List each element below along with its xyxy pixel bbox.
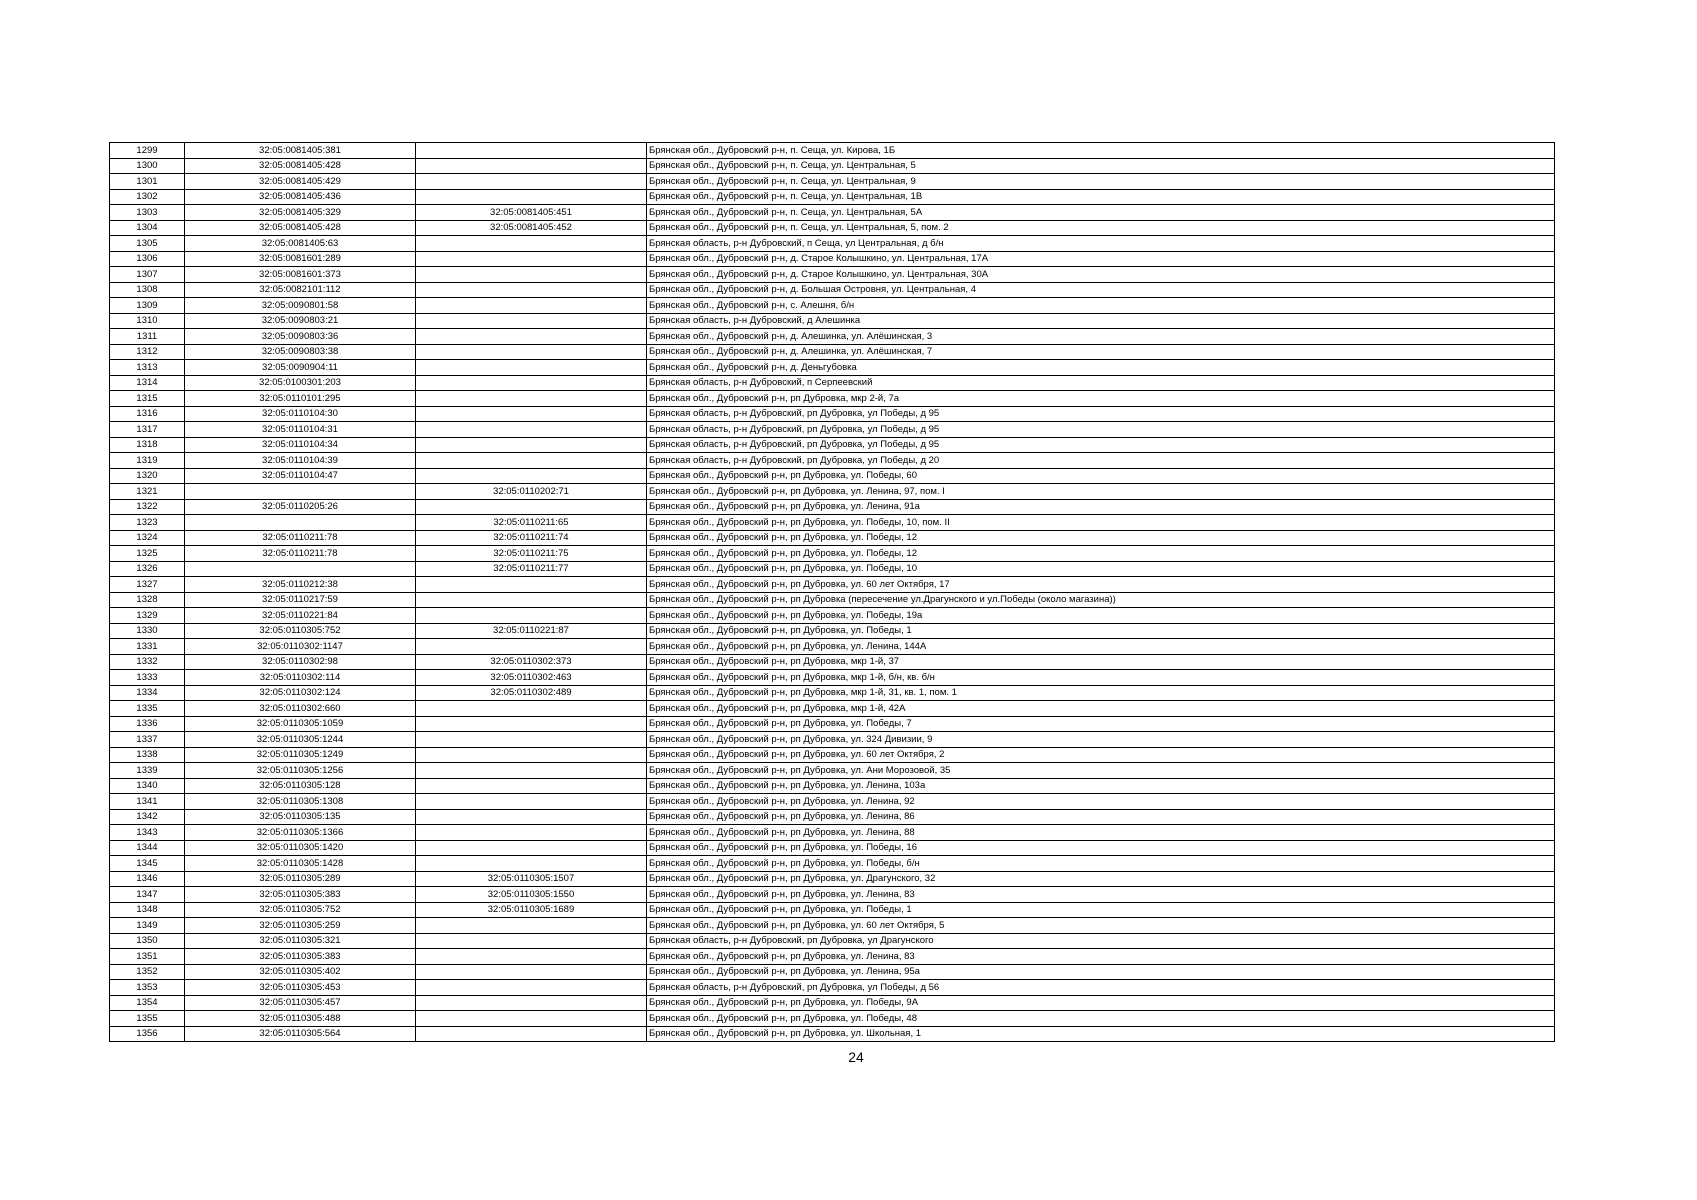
row-number-cell: 1302 [110, 189, 185, 205]
address-cell: Брянская обл., Дубровский р-н, рп Дубровка, ул. Ани Морозовой, 35 [647, 763, 1555, 779]
cadastral-number-cell: 32:05:0082101:112 [185, 282, 416, 298]
related-cadastral-number-cell [416, 406, 647, 422]
table-row [110, 809, 1555, 825]
row-number-cell: 1328 [110, 592, 185, 608]
address-cell: Брянская обл., Дубровский р-н, рп Дубровка, мкр 1-й, 42А [647, 701, 1555, 717]
table-row [110, 902, 1555, 918]
row-number-cell: 1338 [110, 747, 185, 763]
row-number-cell: 1336 [110, 716, 185, 732]
related-cadastral-number-cell [416, 422, 647, 438]
row-number-cell: 1320 [110, 468, 185, 484]
table-row [110, 887, 1555, 903]
cadastral-number-cell [185, 561, 416, 577]
row-number-cell: 1308 [110, 282, 185, 298]
table-row [110, 205, 1555, 221]
table-row [110, 251, 1555, 267]
cadastral-number-cell: 32:05:0110305:128 [185, 778, 416, 794]
related-cadastral-number-cell [416, 949, 647, 965]
row-number-cell: 1341 [110, 794, 185, 810]
row-number-cell: 1301 [110, 174, 185, 190]
table-row [110, 980, 1555, 996]
cadastral-number-cell: 32:05:0110212:38 [185, 577, 416, 593]
cadastral-number-cell: 32:05:0110305:1366 [185, 825, 416, 841]
related-cadastral-number-cell [416, 933, 647, 949]
table-row [110, 375, 1555, 391]
page-number: 24 [848, 1049, 864, 1065]
cadastral-number-cell: 32:05:0110302:660 [185, 701, 416, 717]
related-cadastral-number-cell [416, 701, 647, 717]
cadastral-number-cell: 32:05:0081405:428 [185, 158, 416, 174]
cadastral-number-cell: 32:05:0110305:259 [185, 918, 416, 934]
row-number-cell: 1309 [110, 298, 185, 314]
cadastral-number-cell: 32:05:0081601:373 [185, 267, 416, 283]
related-cadastral-number-cell [416, 840, 647, 856]
related-cadastral-number-cell [416, 174, 647, 190]
address-cell: Брянская область, р-н Дубровский, д Алешинка [647, 313, 1555, 329]
related-cadastral-number-cell: 32:05:0110302:463 [416, 670, 647, 686]
related-cadastral-number-cell [416, 1011, 647, 1027]
cadastral-number-cell: 32:05:0110305:1428 [185, 856, 416, 872]
table-row [110, 329, 1555, 345]
cadastral-number-cell: 32:05:0110305:383 [185, 949, 416, 965]
table-row [110, 174, 1555, 190]
cadastral-number-cell: 32:05:0110302:1147 [185, 639, 416, 655]
address-cell: Брянская обл., Дубровский р-н, рп Дубровка, ул. Ленина, 95а [647, 964, 1555, 980]
row-number-cell: 1319 [110, 453, 185, 469]
address-cell: Брянская обл., Дубровский р-н, рп Дубровка, ул. Победы, 48 [647, 1011, 1555, 1027]
address-cell: Брянская обл., Дубровский р-н, рп Дубровка, мкр 2-й, 7а [647, 391, 1555, 407]
table-row [110, 639, 1555, 655]
cadastral-number-cell: 32:05:0110302:124 [185, 685, 416, 701]
row-number-cell: 1346 [110, 871, 185, 887]
table-row [110, 391, 1555, 407]
cadastral-number-cell: 32:05:0110305:321 [185, 933, 416, 949]
table-row [110, 158, 1555, 174]
address-cell: Брянская обл., Дубровский р-н, рп Дубровка, ул. Победы, 10 [647, 561, 1555, 577]
related-cadastral-number-cell [416, 468, 647, 484]
row-number-cell: 1305 [110, 236, 185, 252]
row-number-cell: 1333 [110, 670, 185, 686]
related-cadastral-number-cell [416, 453, 647, 469]
cadastral-number-cell: 32:05:0081405:436 [185, 189, 416, 205]
table-row [110, 716, 1555, 732]
table-row [110, 298, 1555, 314]
related-cadastral-number-cell: 32:05:0110302:489 [416, 685, 647, 701]
address-cell: Брянская обл., Дубровский р-н, п. Сеща, ул. Кирова, 1Б [647, 143, 1555, 159]
row-number-cell: 1332 [110, 654, 185, 670]
row-number-cell: 1355 [110, 1011, 185, 1027]
address-cell: Брянская обл., Дубровский р-н, рп Дубровка, ул. 60 лет Октября, 17 [647, 577, 1555, 593]
related-cadastral-number-cell [416, 189, 647, 205]
cadastral-number-cell: 32:05:0081601:289 [185, 251, 416, 267]
address-cell: Брянская обл., Дубровский р-н, п. Сеща, ул. Центральная, 5 [647, 158, 1555, 174]
address-cell: Брянская обл., Дубровский р-н, рп Дубровка, ул. 60 лет Октября, 5 [647, 918, 1555, 934]
row-number-cell: 1354 [110, 995, 185, 1011]
table-row [110, 654, 1555, 670]
cadastral-number-cell: 32:05:0110217:59 [185, 592, 416, 608]
row-number-cell: 1322 [110, 499, 185, 515]
address-cell: Брянская обл., Дубровский р-н, рп Дубровка, ул. Победы, б/н [647, 856, 1555, 872]
cadastral-number-cell: 32:05:0081405:63 [185, 236, 416, 252]
cadastral-number-cell: 32:05:0110305:752 [185, 902, 416, 918]
row-number-cell: 1307 [110, 267, 185, 283]
row-number-cell: 1335 [110, 701, 185, 717]
row-number-cell: 1315 [110, 391, 185, 407]
table-row [110, 422, 1555, 438]
address-cell: Брянская область, р-н Дубровский, рп Дубровка, ул Драгунского [647, 933, 1555, 949]
related-cadastral-number-cell [416, 282, 647, 298]
related-cadastral-number-cell [416, 809, 647, 825]
cadastral-number-cell: 32:05:0090803:38 [185, 344, 416, 360]
row-number-cell: 1348 [110, 902, 185, 918]
address-cell: Брянская обл., Дубровский р-н, рп Дубровка, ул. Победы, 12 [647, 546, 1555, 562]
table-row [110, 406, 1555, 422]
table-row [110, 995, 1555, 1011]
table-row [110, 468, 1555, 484]
row-number-cell: 1321 [110, 484, 185, 500]
related-cadastral-number-cell [416, 778, 647, 794]
related-cadastral-number-cell: 32:05:0110211:74 [416, 530, 647, 546]
cadastral-number-cell: 32:05:0090803:21 [185, 313, 416, 329]
table-row [110, 267, 1555, 283]
address-cell: Брянская обл., Дубровский р-н, рп Дубровка, ул. Ленина, 83 [647, 949, 1555, 965]
table-row [110, 282, 1555, 298]
related-cadastral-number-cell [416, 825, 647, 841]
row-number-cell: 1326 [110, 561, 185, 577]
cadastral-number-cell: 32:05:0110104:47 [185, 468, 416, 484]
register-body [110, 143, 1555, 1042]
related-cadastral-number-cell: 32:05:0110302:373 [416, 654, 647, 670]
row-number-cell: 1310 [110, 313, 185, 329]
row-number-cell: 1345 [110, 856, 185, 872]
address-cell: Брянская обл., Дубровский р-н, рп Дубровка, ул. 324 Дивизии, 9 [647, 732, 1555, 748]
related-cadastral-number-cell [416, 236, 647, 252]
table-row [110, 344, 1555, 360]
related-cadastral-number-cell: 32:05:0110305:1689 [416, 902, 647, 918]
address-cell: Брянская обл., Дубровский р-н, рп Дубровка, мкр 1-й, 37 [647, 654, 1555, 670]
cadastral-number-cell: 32:05:0110305:1256 [185, 763, 416, 779]
address-cell: Брянская обл., Дубровский р-н, п. Сеща, ул. Центральная, 5А [647, 205, 1555, 221]
table-row [110, 778, 1555, 794]
table-row [110, 623, 1555, 639]
related-cadastral-number-cell: 32:05:0110202:71 [416, 484, 647, 500]
related-cadastral-number-cell [416, 794, 647, 810]
related-cadastral-number-cell [416, 747, 647, 763]
table-row [110, 499, 1555, 515]
row-number-cell: 1353 [110, 980, 185, 996]
address-cell: Брянская обл., Дубровский р-н, рп Дубровка, ул. Победы, 7 [647, 716, 1555, 732]
cadastral-number-cell: 32:05:0100301:203 [185, 375, 416, 391]
address-cell: Брянская обл., Дубровский р-н, с. Алешня, б/н [647, 298, 1555, 314]
table-row [110, 701, 1555, 717]
related-cadastral-number-cell: 32:05:0110305:1507 [416, 871, 647, 887]
related-cadastral-number-cell: 32:05:0081405:451 [416, 205, 647, 221]
related-cadastral-number-cell [416, 592, 647, 608]
row-number-cell: 1334 [110, 685, 185, 701]
cadastral-number-cell: 32:05:0110305:383 [185, 887, 416, 903]
address-cell: Брянская обл., Дубровский р-н, рп Дубровка, ул. Победы, 9А [647, 995, 1555, 1011]
related-cadastral-number-cell [416, 391, 647, 407]
address-cell: Брянская область, р-н Дубровский, рп Дубровка, ул Победы, д 56 [647, 980, 1555, 996]
table-row [110, 933, 1555, 949]
cadastral-number-cell: 32:05:0110211:78 [185, 530, 416, 546]
table-row [110, 918, 1555, 934]
address-cell: Брянская обл., Дубровский р-н, рп Дубровка, ул. Победы, 12 [647, 530, 1555, 546]
table-row [110, 1011, 1555, 1027]
row-number-cell: 1330 [110, 623, 185, 639]
address-cell: Брянская область, р-н Дубровский, рп Дубровка, ул Победы, д 95 [647, 406, 1555, 422]
row-number-cell: 1316 [110, 406, 185, 422]
address-cell: Брянская обл., Дубровский р-н, рп Дубровка, ул. Школьная, 1 [647, 1026, 1555, 1042]
cadastral-number-cell: 32:05:0090904:11 [185, 360, 416, 376]
address-cell: Брянская обл., Дубровский р-н, д. Старое Колышкино, ул. Центральная, 30А [647, 267, 1555, 283]
related-cadastral-number-cell: 32:05:0110211:75 [416, 546, 647, 562]
row-number-cell: 1352 [110, 964, 185, 980]
row-number-cell: 1343 [110, 825, 185, 841]
related-cadastral-number-cell [416, 995, 647, 1011]
related-cadastral-number-cell [416, 251, 647, 267]
row-number-cell: 1324 [110, 530, 185, 546]
cadastral-number-cell: 32:05:0110101:295 [185, 391, 416, 407]
related-cadastral-number-cell [416, 267, 647, 283]
table-row [110, 546, 1555, 562]
table-row [110, 840, 1555, 856]
table-row [110, 236, 1555, 252]
table-row [110, 189, 1555, 205]
row-number-cell: 1323 [110, 515, 185, 531]
related-cadastral-number-cell [416, 298, 647, 314]
cadastral-number-cell: 32:05:0110221:84 [185, 608, 416, 624]
related-cadastral-number-cell [416, 856, 647, 872]
address-cell: Брянская обл., Дубровский р-н, рп Дубровка, ул. Ленина, 88 [647, 825, 1555, 841]
table-row [110, 670, 1555, 686]
address-cell: Брянская обл., Дубровский р-н, п. Сеща, ул. Центральная, 5, пом. 2 [647, 220, 1555, 236]
cadastral-number-cell: 32:05:0110305:402 [185, 964, 416, 980]
address-cell: Брянская обл., Дубровский р-н, рп Дубровка, ул. Ленина, 86 [647, 809, 1555, 825]
row-number-cell: 1311 [110, 329, 185, 345]
address-cell: Брянская обл., Дубровский р-н, рп Дубровка, ул. Ленина, 83 [647, 887, 1555, 903]
cadastral-number-cell: 32:05:0081405:428 [185, 220, 416, 236]
cadastral-number-cell: 32:05:0110104:39 [185, 453, 416, 469]
address-cell: Брянская обл., Дубровский р-н, д. Старое Колышкино, ул. Центральная, 17А [647, 251, 1555, 267]
table-row [110, 964, 1555, 980]
cadastral-number-cell: 32:05:0081405:381 [185, 143, 416, 159]
row-number-cell: 1313 [110, 360, 185, 376]
row-number-cell: 1331 [110, 639, 185, 655]
cadastral-number-cell: 32:05:0110305:135 [185, 809, 416, 825]
table-row [110, 577, 1555, 593]
related-cadastral-number-cell [416, 158, 647, 174]
address-cell: Брянская область, р-н Дубровский, рп Дубровка, ул Победы, д 20 [647, 453, 1555, 469]
related-cadastral-number-cell [416, 964, 647, 980]
related-cadastral-number-cell [416, 577, 647, 593]
address-cell: Брянская область, р-н Дубровский, п Серпеевский [647, 375, 1555, 391]
row-number-cell: 1337 [110, 732, 185, 748]
related-cadastral-number-cell [416, 918, 647, 934]
row-number-cell: 1350 [110, 933, 185, 949]
cadastral-number-cell: 32:05:0110305:564 [185, 1026, 416, 1042]
table-row [110, 794, 1555, 810]
address-cell: Брянская обл., Дубровский р-н, рп Дубровка, ул. Ленина, 144А [647, 639, 1555, 655]
table-row [110, 561, 1555, 577]
related-cadastral-number-cell [416, 763, 647, 779]
related-cadastral-number-cell [416, 608, 647, 624]
row-number-cell: 1356 [110, 1026, 185, 1042]
row-number-cell: 1300 [110, 158, 185, 174]
address-cell: Брянская обл., Дубровский р-н, рп Дубровка (пересечение ул.Драгунского и ул.Победы (около магазина)) [647, 592, 1555, 608]
table-row [110, 515, 1555, 531]
row-number-cell: 1314 [110, 375, 185, 391]
table-row [110, 747, 1555, 763]
related-cadastral-number-cell: 32:05:0110211:77 [416, 561, 647, 577]
related-cadastral-number-cell [416, 639, 647, 655]
cadastral-number-cell: 32:05:0081405:429 [185, 174, 416, 190]
address-cell: Брянская обл., Дубровский р-н, д. Деньгубовка [647, 360, 1555, 376]
table-row [110, 825, 1555, 841]
table-row [110, 871, 1555, 887]
row-number-cell: 1306 [110, 251, 185, 267]
table-row [110, 437, 1555, 453]
address-cell: Брянская обл., Дубровский р-н, рп Дубровка, ул. Драгунского, 32 [647, 871, 1555, 887]
cadastral-number-cell: 32:05:0110205:26 [185, 499, 416, 515]
row-number-cell: 1312 [110, 344, 185, 360]
related-cadastral-number-cell: 32:05:0110305:1550 [416, 887, 647, 903]
cadastral-number-cell: 32:05:0110104:30 [185, 406, 416, 422]
table-row [110, 313, 1555, 329]
row-number-cell: 1299 [110, 143, 185, 159]
address-cell: Брянская обл., Дубровский р-н, д. Алешинка, ул. Алёшинская, 3 [647, 329, 1555, 345]
table-row [110, 685, 1555, 701]
cadastral-number-cell: 32:05:0110305:1059 [185, 716, 416, 732]
address-cell: Брянская обл., Дубровский р-н, рп Дубровка, мкр 1-й, б/н, кв. б/н [647, 670, 1555, 686]
table-row [110, 949, 1555, 965]
row-number-cell: 1351 [110, 949, 185, 965]
cadastral-number-cell: 32:05:0110305:488 [185, 1011, 416, 1027]
cadastral-number-cell: 32:05:0110305:1249 [185, 747, 416, 763]
table-row [110, 763, 1555, 779]
address-cell: Брянская обл., Дубровский р-н, п. Сеща, ул. Центральная, 9 [647, 174, 1555, 190]
related-cadastral-number-cell [416, 437, 647, 453]
table-row [110, 453, 1555, 469]
cadastral-number-cell: 32:05:0110305:1308 [185, 794, 416, 810]
related-cadastral-number-cell [416, 329, 647, 345]
row-number-cell: 1349 [110, 918, 185, 934]
related-cadastral-number-cell [416, 716, 647, 732]
cadastral-number-cell: 32:05:0110305:289 [185, 871, 416, 887]
row-number-cell: 1340 [110, 778, 185, 794]
row-number-cell: 1327 [110, 577, 185, 593]
cadastral-number-cell: 32:05:0110305:752 [185, 623, 416, 639]
table-row [110, 143, 1555, 159]
cadastral-number-cell: 32:05:0110305:453 [185, 980, 416, 996]
address-cell: Брянская обл., Дубровский р-н, рп Дубровка, ул. Ленина, 97, пом. I [647, 484, 1555, 500]
address-cell: Брянская обл., Дубровский р-н, п. Сеща, ул. Центральная, 1В [647, 189, 1555, 205]
cadastral-number-cell: 32:05:0110211:78 [185, 546, 416, 562]
related-cadastral-number-cell [416, 1026, 647, 1042]
address-cell: Брянская область, р-н Дубровский, рп Дубровка, ул Победы, д 95 [647, 437, 1555, 453]
address-cell: Брянская обл., Дубровский р-н, рп Дубровка, мкр 1-й, 31, кв. 1, пом. 1 [647, 685, 1555, 701]
table-row [110, 592, 1555, 608]
table-row [110, 856, 1555, 872]
row-number-cell: 1318 [110, 437, 185, 453]
address-cell: Брянская обл., Дубровский р-н, рп Дубровка, ул. Ленина, 103а [647, 778, 1555, 794]
register-table [109, 142, 1555, 1042]
related-cadastral-number-cell [416, 313, 647, 329]
related-cadastral-number-cell [416, 360, 647, 376]
related-cadastral-number-cell [416, 375, 647, 391]
address-cell: Брянская обл., Дубровский р-н, рп Дубровка, ул. Ленина, 92 [647, 794, 1555, 810]
cadastral-number-cell: 32:05:0110305:457 [185, 995, 416, 1011]
related-cadastral-number-cell: 32:05:0110211:65 [416, 515, 647, 531]
cadastral-number-cell: 32:05:0110104:31 [185, 422, 416, 438]
address-cell: Брянская область, р-н Дубровский, рп Дубровка, ул Победы, д 95 [647, 422, 1555, 438]
address-cell: Брянская область, р-н Дубровский, п Сеща, ул Центральная, д б/н [647, 236, 1555, 252]
related-cadastral-number-cell: 32:05:0110221:87 [416, 623, 647, 639]
related-cadastral-number-cell [416, 980, 647, 996]
address-cell: Брянская обл., Дубровский р-н, рп Дубровка, ул. 60 лет Октября, 2 [647, 747, 1555, 763]
address-cell: Брянская обл., Дубровский р-н, рп Дубровка, ул. Победы, 1 [647, 623, 1555, 639]
cadastral-number-cell [185, 515, 416, 531]
cadastral-number-cell: 32:05:0110305:1420 [185, 840, 416, 856]
row-number-cell: 1317 [110, 422, 185, 438]
table-row [110, 732, 1555, 748]
row-number-cell: 1344 [110, 840, 185, 856]
row-number-cell: 1347 [110, 887, 185, 903]
row-number-cell: 1303 [110, 205, 185, 221]
address-cell: Брянская обл., Дубровский р-н, рп Дубровка, ул. Победы, 10, пом. II [647, 515, 1555, 531]
table-row [110, 530, 1555, 546]
row-number-cell: 1329 [110, 608, 185, 624]
cadastral-number-cell: 32:05:0110104:34 [185, 437, 416, 453]
cadastral-number-cell [185, 484, 416, 500]
address-cell: Брянская обл., Дубровский р-н, рп Дубровка, ул. Победы, 16 [647, 840, 1555, 856]
related-cadastral-number-cell [416, 732, 647, 748]
related-cadastral-number-cell: 32:05:0081405:452 [416, 220, 647, 236]
cadastral-number-cell: 32:05:0090803:36 [185, 329, 416, 345]
address-cell: Брянская обл., Дубровский р-н, д. Алешинка, ул. Алёшинская, 7 [647, 344, 1555, 360]
table-row [110, 608, 1555, 624]
address-cell: Брянская обл., Дубровский р-н, рп Дубровка, ул. Победы, 60 [647, 468, 1555, 484]
row-number-cell: 1339 [110, 763, 185, 779]
address-cell: Брянская обл., Дубровский р-н, д. Большая Островня, ул. Центральная, 4 [647, 282, 1555, 298]
address-cell: Брянская обл., Дубровский р-н, рп Дубровка, ул. Победы, 19а [647, 608, 1555, 624]
related-cadastral-number-cell [416, 344, 647, 360]
row-number-cell: 1304 [110, 220, 185, 236]
cadastral-number-cell: 32:05:0081405:329 [185, 205, 416, 221]
table-row [110, 484, 1555, 500]
table-row [110, 1026, 1555, 1042]
address-cell: Брянская обл., Дубровский р-н, рп Дубровка, ул. Победы, 1 [647, 902, 1555, 918]
cadastral-number-cell: 32:05:0110302:98 [185, 654, 416, 670]
address-cell: Брянская обл., Дубровский р-н, рп Дубровка, ул. Ленина, 91а [647, 499, 1555, 515]
related-cadastral-number-cell [416, 143, 647, 159]
cadastral-number-cell: 32:05:0110302:114 [185, 670, 416, 686]
row-number-cell: 1342 [110, 809, 185, 825]
row-number-cell: 1325 [110, 546, 185, 562]
cadastral-number-cell: 32:05:0090801:58 [185, 298, 416, 314]
table-row [110, 360, 1555, 376]
table-row [110, 220, 1555, 236]
related-cadastral-number-cell [416, 499, 647, 515]
cadastral-number-cell: 32:05:0110305:1244 [185, 732, 416, 748]
